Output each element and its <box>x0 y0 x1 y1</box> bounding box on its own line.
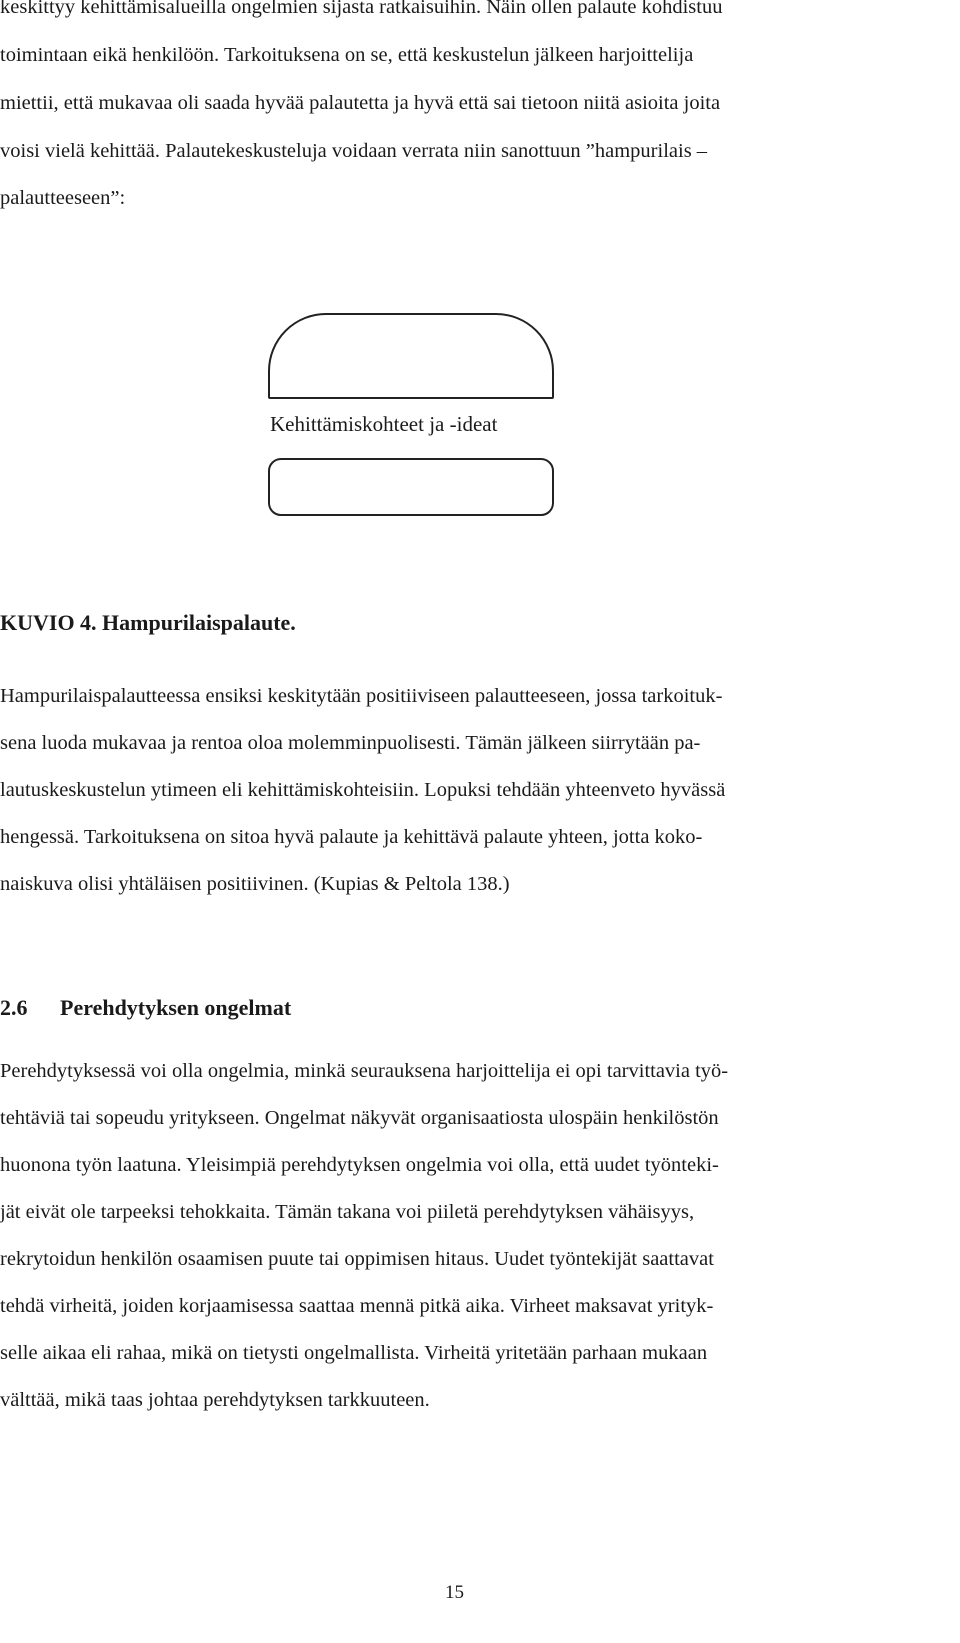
paragraph-line: hengessä. Tarkoituksena on sitoa hyvä palaute ja kehittävä palaute yhteen, jotta koko- <box>0 826 703 848</box>
paragraph-line: välttää, mikä taas johtaa perehdytyksen tarkkuuteen. <box>0 1389 430 1411</box>
paragraph-line: tehdä virheitä, joiden korjaamisessa saattaa mennä pitkä aika. Virheet maksavat yrityk- <box>0 1295 714 1317</box>
hamburger-figure <box>268 313 578 545</box>
paragraph-line: lautuskeskustelun ytimeen eli kehittämiskohteisiin. Lopuksi tehdään yhteenveto hyvässä <box>0 779 726 801</box>
paragraph-line: selle aikaa eli rahaa, mikä on tietysti ongelmallista. Virheitä yritetään parhaan mukaan <box>0 1342 708 1364</box>
figure-caption: KUVIO 4. Hampurilaispalaute. <box>0 610 296 635</box>
bottom-bun-shape <box>268 458 554 516</box>
intro-line: miettii, että mukavaa oli saada hyvää palautetta ja hyvä että sai tietoon niitä asioita joita <box>0 92 721 114</box>
paragraph-line: huonona työn laatuna. Yleisimpiä perehdytyksen ongelmia voi olla, että uudet työnteki- <box>0 1154 719 1176</box>
intro-line: voisi vielä kehittää. Palautekeskusteluja voidaan verrata niin sanottuun ”hampurilais – <box>0 140 708 162</box>
filling-label: Kehittämiskohteet ja -ideat <box>270 412 498 436</box>
intro-line: toimintaan eikä henkilöön. Tarkoituksena on se, että keskustelun jälkeen harjoittelija <box>0 44 694 66</box>
paragraph-line: jät eivät ole tarpeeksi tehokkaita. Tämän takana voi piiletä perehdytyksen vähäisyys, <box>0 1201 695 1223</box>
paragraph-line: Perehdytyksessä voi olla ongelmia, minkä seurauksena harjoittelija ei opi tarvittavia työ- <box>0 1060 729 1082</box>
section-number: 2.6 <box>0 995 28 1020</box>
paragraph-line: sena luoda mukavaa ja rentoa oloa molemminpuolisesti. Tämän jälkeen siirrytään pa- <box>0 732 701 754</box>
paragraph-line: Hampurilaispalautteessa ensiksi keskitytään positiiviseen palautteeseen, jossa tarkoituk- <box>0 685 723 707</box>
section-heading <box>0 995 291 1021</box>
paragraph-line: rekrytoidun henkilön osaamisen puute tai oppimisen hitaus. Uudet työntekijät saattavat <box>0 1248 714 1270</box>
page-number: 15 <box>445 1582 464 1603</box>
top-bun-shape <box>268 313 554 399</box>
intro-line: keskittyy kehittämisalueilla ongelmien sijasta ratkaisuihin. Näin ollen palaute kohdistuu <box>0 0 723 18</box>
intro-line: palautteeseen”: <box>0 187 126 209</box>
paragraph-line: naiskuva olisi yhtäläisen positiivinen. (Kupias & Peltola 138.) <box>0 873 510 895</box>
section-title: Perehdytyksen ongelmat <box>60 995 292 1020</box>
paragraph-line: tehtäviä tai sopeudu yritykseen. Ongelmat näkyvät organisaatiosta ulospäin henkilöstön <box>0 1107 719 1129</box>
